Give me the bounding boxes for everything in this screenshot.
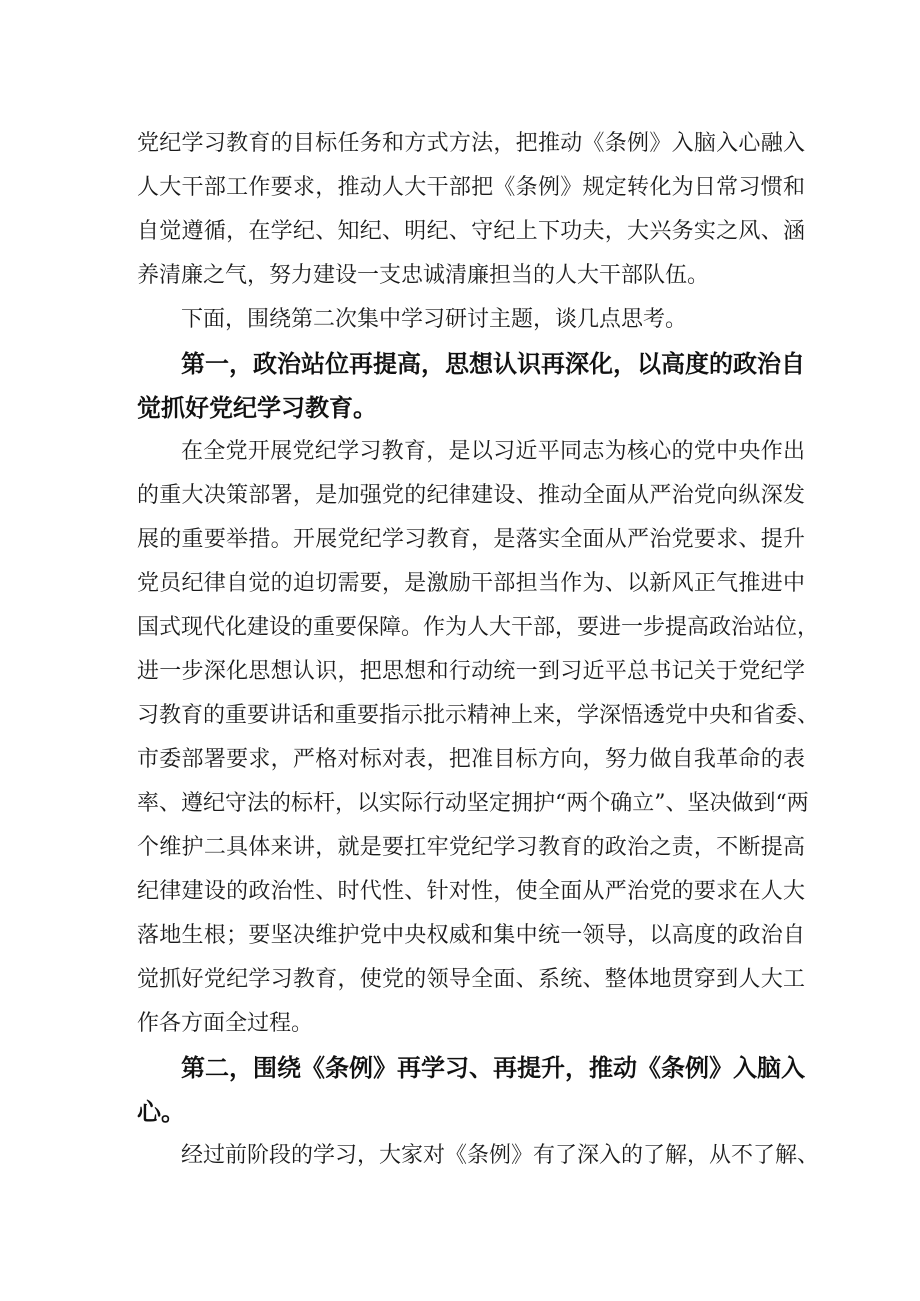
intro-line: 党纪学习教育的目标任务和方式方法，把推动《条例》入脑入心融入 (137, 131, 805, 156)
section-1-body-line: 的重大决策部署，是加强党的纪律建设、推动全面从严治党向纵深发 (137, 483, 805, 508)
section-1-body-line: 个维护二具体来讲，就是要扛牢党纪学习教育的政治之责，不断提高 (137, 835, 805, 860)
section-1-body-line: 作各方面全过程。 (137, 1011, 314, 1036)
intro-line: 自觉遵循，在学纪、知纪、明纪、守纪上下功夫，大兴务实之风、涵 (137, 219, 805, 244)
section-1-body-line: 展的重要举措。开展党纪学习教育，是落实全面从严治党要求、提升 (137, 527, 805, 552)
section-1-body-line: 国式现代化建设的重要保障。作为人大干部，要进一步提高政治站位， (137, 615, 820, 640)
section-2-heading: 第二，围绕《条例》再学习、再提升，推动《条例》入脑入 (181, 1054, 805, 1082)
section-1-body-line: 落地生根；要坚决维护党中央权威和集中统一领导，以高度的政治自 (137, 923, 805, 948)
intro-line: 人大干部工作要求，推动人大干部把《条例》规定转化为日常习惯和 (137, 175, 805, 200)
section-1-body-line: 率、遵纪守法的标杆，以实际行动坚定拥护“两个确立”、坚决做到“两 (137, 791, 809, 816)
document-body (137, 122, 820, 1178)
section-1-body-line: 习教育的重要讲话和重要指示批示精神上来，学深悟透党中央和省委、 (137, 703, 820, 728)
intro-line: 养清廉之气，努力建设一支忠诚清廉担当的人大干部队伍。 (137, 263, 710, 288)
section-2-body-line: 经过前阶段的学习，大家对《条例》有了深入的了解，从不了解、 (181, 1143, 820, 1168)
section-1-body-line: 在全党开展党纪学习教育，是以习近平同志为核心的党中央作出 (181, 439, 805, 464)
section-1-body-line: 纪律建设的政治性、时代性、针对性，使全面从严治党的要求在人大 (137, 879, 805, 904)
section-1-heading-cont: 觉抓好党纪学习教育。 (137, 394, 377, 422)
transition-paragraph: 下面，围绕第二次集中学习研讨主题，谈几点思考。 (181, 307, 688, 332)
section-1-body-line: 市委部署要求，严格对标对表，把准目标方向，努力做自我革命的表 (137, 747, 805, 772)
section-1-heading: 第一，政治站位再提高，思想认识再深化，以高度的政治自 (181, 350, 805, 378)
section-1-body-line: 党员纪律自觉的迫切需要，是激励干部担当作为、以新风正气推进中 (137, 571, 805, 596)
section-1-body-line: 进一步深化思想认识，把思想和行动统一到习近平总书记关于党纪学 (137, 659, 805, 684)
section-1-body-line: 觉抓好党纪学习教育，使党的领导全面、系统、整体地贯穿到人大工 (137, 967, 805, 992)
section-2-heading-cont: 心。 (137, 1098, 185, 1126)
